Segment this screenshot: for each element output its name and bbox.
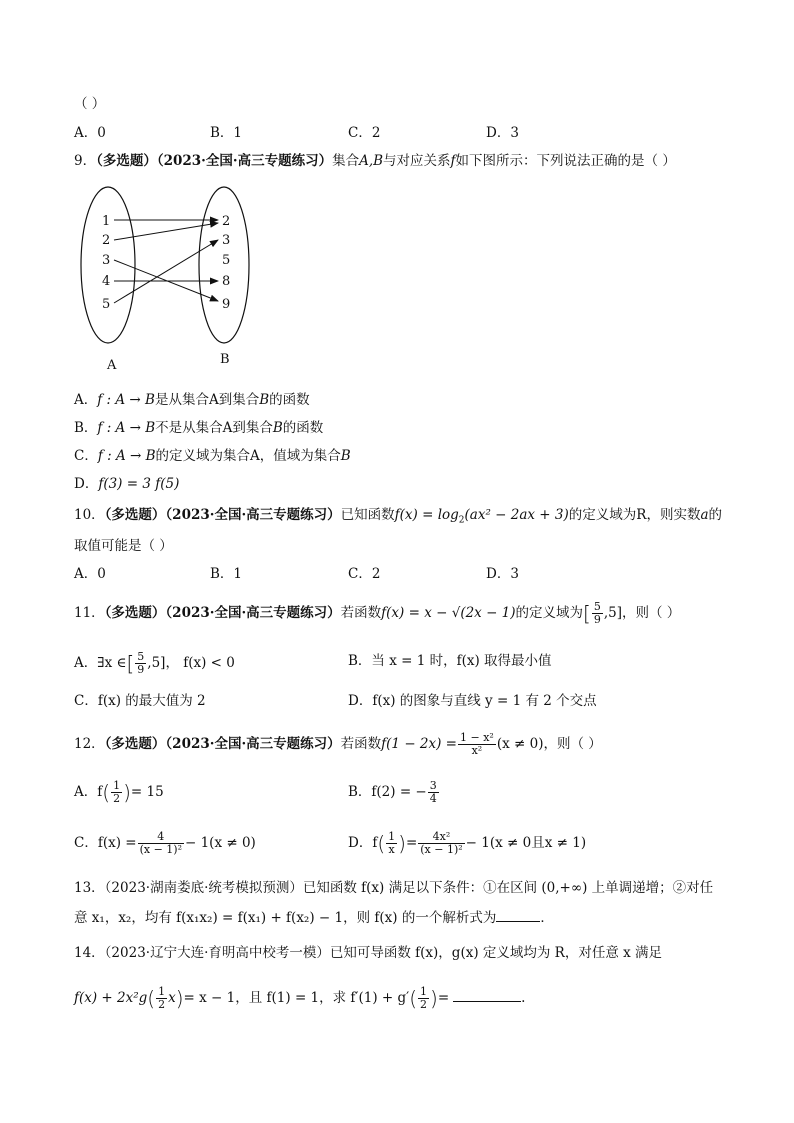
set-b-element: 9 <box>222 297 231 312</box>
set-a-label: A <box>107 358 117 373</box>
q9-number: 9． <box>74 153 97 169</box>
q10-stem-line2: 取值可能是（ ） <box>74 538 173 554</box>
set-b-element: 5 <box>222 253 231 268</box>
q9-option-a: A．f : A → B是从集合A到集合B的函数 <box>74 392 310 408</box>
q12-fraction: $\frac{\text{1 − x²}}{\text{x²}}$ <box>460 731 494 757</box>
mapping-diagram <box>74 185 274 375</box>
q13-stem-line2: 意 x₁，x₂，均有 f(x₁x₂) = f(x₁) + f(x₂) − 1，则 f(x) 的一个解析式为 ． <box>74 910 554 926</box>
set-a-element: 5 <box>102 297 111 312</box>
q10-option-b: B．1 <box>210 566 243 582</box>
q10-option-a: A．0 <box>74 566 106 582</box>
q11-option-a: A．∃x ∈[ $\frac{5}{9}$ ,5]， f(x) < 0 <box>74 650 235 676</box>
q8-option-a: A．0 <box>74 125 106 141</box>
q14-stem-line2: f(x) + 2x²g( $\frac{1}{2}$ x)= x − 1，且 f(1) = 1，求 f′(1) + g′( $\frac{1}{2}$ )= . <box>74 985 526 1011</box>
answer-blank[interactable] <box>453 989 521 1002</box>
q9-sets: A,B <box>359 153 384 169</box>
q9-stem <box>74 151 676 171</box>
q12-option-c: C．f(x) = $\frac{4}{\text{(x − 1)²}}$ − 1(x ≠ 0) <box>74 830 256 856</box>
set-b-element: 3 <box>222 233 231 248</box>
set-b-label: B <box>220 352 230 367</box>
q11-option-c: C．f(x) 的最大值为 2 <box>74 693 206 709</box>
set-a-element: 4 <box>102 274 111 289</box>
q9-f: f <box>450 153 456 169</box>
mapping-arrow <box>114 223 218 240</box>
q10-stem: 10．（多选题）（2023·全国·高三专题练习）已知函数$f(x) = \log_2(ax^2 - 2ax + 3)$的定义域为R，则实数a的 <box>74 507 723 526</box>
q9-option-d: D．f(3) = 3 f(5) <box>74 476 180 492</box>
q11-stem: 11．（多选题）（2023·全国·高三专题练习）若函数f(x) = x − √(2x − 1)的定义域为[ $\frac{5}{9}$ ,5]，则（ ） <box>74 600 681 626</box>
mapping-arrow <box>114 240 218 303</box>
q12-option-b: B．f(2) = − $\frac{3}{4}$ <box>348 779 437 805</box>
q9-stem-b: 与对应关系 <box>383 153 451 169</box>
q11-option-d: D．f(x) 的图象与直线 y = 1 有 2 个交点 <box>348 693 597 709</box>
set-a-element: 1 <box>102 214 111 229</box>
q10-option-d: D．3 <box>486 566 519 582</box>
set-b-element: 8 <box>222 274 231 289</box>
q11-option-b: B．当 x = 1 时，f(x) 取得最小值 <box>348 653 552 669</box>
q10-option-c: C．2 <box>348 566 381 582</box>
q9-option-c: C．f : A → B的定义域为集合A，值域为集合B <box>74 448 351 464</box>
q14-stem-line1: 14．（2023·辽宁大连·育明高中校考一模）已知可导函数 f(x)，g(x) 定义域均为 R，对任意 x 满足 <box>74 945 663 961</box>
q13-stem-line1: 13．（2023·湖南娄底·统考模拟预测）已知函数 f(x) 满足以下条件：①在区间 (0,+∞) 上单调递增；②对任 <box>74 880 714 896</box>
q9-tag: （多选题）（2023·全国·高三专题练习） <box>96 153 333 169</box>
q12-option-d: D．f( $\frac{1}{x}$ )= $\frac{\text{4x²}}{\text{(x − 1)²}}$ − 1(x ≠ 0且x ≠ 1) <box>348 830 587 856</box>
q9-option-b: B．f : A → B不是从集合A到集合B的函数 <box>74 420 324 436</box>
q9-stem-c: 如下图所示：下列说法正确的是（ ） <box>455 153 676 169</box>
q12-option-a: A．f( $\frac{1}{2}$ )= 15 <box>74 779 164 805</box>
q8-option-b: B．1 <box>210 125 243 141</box>
set-a-element: 3 <box>102 253 111 268</box>
q9-stem-a: 集合 <box>332 153 360 169</box>
answer-blank[interactable] <box>496 909 540 922</box>
q11-fraction: $\frac{5}{9}$ <box>593 600 601 626</box>
set-b-element: 2 <box>222 214 231 229</box>
set-a-element: 2 <box>102 233 111 248</box>
q8-option-c: C．2 <box>348 125 381 141</box>
q12-stem: 12．（多选题）（2023·全国·高三专题练习）若函数f(1 − 2x) = $\frac{\text{1 − x²}}{\text{x²}}$ (x ≠ 0)，则（ ） <box>74 731 602 757</box>
q8-option-d: D．3 <box>486 125 519 141</box>
q8-answer-paren: （ ） <box>74 96 106 112</box>
